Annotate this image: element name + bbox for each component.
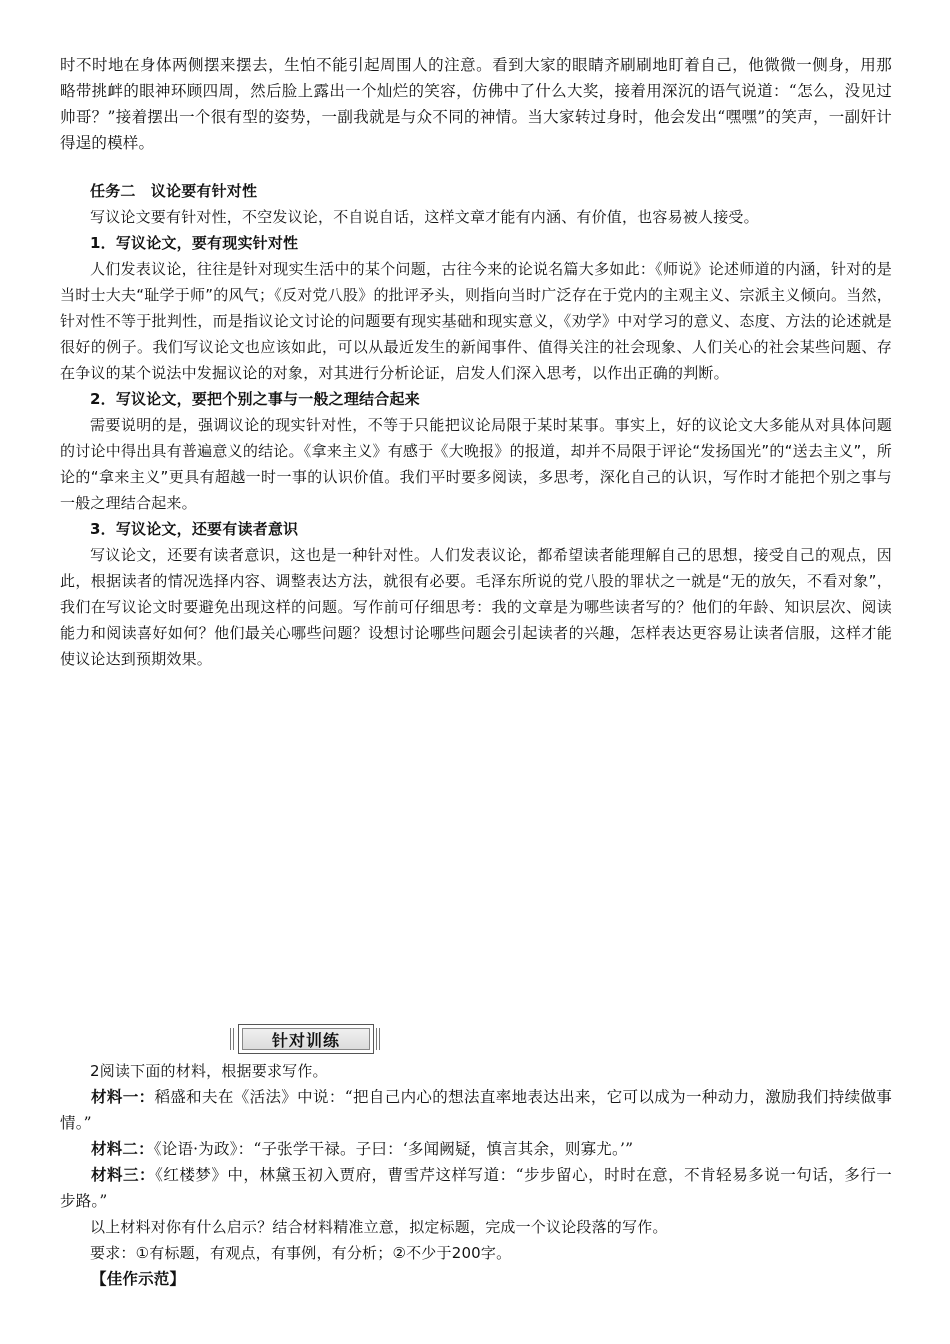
material-1-label: 材料一： (91, 1088, 155, 1106)
training-section (60, 1024, 892, 1292)
training-prompt: 2阅读下面的材料，根据要求写作。 (90, 1062, 328, 1080)
material-3-label: 材料三： (91, 1166, 156, 1184)
training-banner: 针对训练 (238, 1024, 374, 1054)
task2-heading: 任务二 议论要有针对性 (90, 182, 258, 200)
point-3-body: 写议论文，还要有读者意识，这也是一种针对性。人们发表议论，都希望读者能理解自己的思想，接受自己的观点，因此，根据读者的情况选择内容、调整表达方法，就很有必要。毛泽东所说的党八股的罪状之一就是“无的放矢，不看对象”，我们在写议论文时要避免出现这样的问题。写作前可仔细思考：我的文章是为哪些读者写的？他们的年龄、知识层次、阅读能力和阅读喜好如何？他们最关心哪些问题？设想讨论哪些问题会引起读者的兴趣，怎样表达更容易让读者信服，这样才能使议论达到预期效果。 (60, 546, 892, 668)
point-1-title: 1．写议论文，要有现实针对性 (90, 234, 299, 252)
point-2-title: 2．写议论文，要把个别之事与一般之理结合起来 (90, 390, 420, 408)
material-1 (60, 1084, 892, 1136)
point-1-body: 人们发表议论，往往是针对现实生活中的某个问题，古往今来的论说名篇大多如此：《师说》论述师道的内涵，针对的是当时士大夫“耻学于师”的风气；《反对党八股》的批评矛头，则指向当时广泛存在于党内的主观主义、宗派主义倾向。当然，针对性不等于批判性，而是指议论文讨论的问题要有现实基础和现实意义，《劝学》中对学习的意义、态度、方法的论述就是很好的例子。我们写议论文也应该如此，可以从最近发生的新闻事件、值得关注的社会现象、人们关心的社会某些问题、存在争议的某个说法中发掘议论的对象，对其进行分析论证，启发人们深入思考，以作出正确的判断。 (60, 260, 892, 382)
training-requirement: 要求：①有标题，有观点，有事例，有分析；②不少于200字。 (90, 1244, 512, 1262)
material-1-text: 稻盛和夫在《活法》中说：“把自己内心的想法直率地表达出来，它可以成为一种动力，激励我们持续做事情。” (60, 1088, 892, 1132)
document-body (60, 52, 892, 672)
material-3 (60, 1162, 892, 1214)
training-question: 以上材料对你有什么启示？结合材料精准立意，拟定标题，完成一个议论段落的写作。 (90, 1218, 668, 1236)
material-2-label: 材料二： (91, 1140, 154, 1158)
point-3-title: 3．写议论文，还要有读者意识 (90, 520, 299, 538)
material-2-text: 《论语·为政》：“子张学干禄。子曰：‘多闻阙疑，慎言其余，则寡尤。’” (153, 1140, 634, 1158)
material-2 (60, 1136, 892, 1162)
task2-intro: 写议论文要有针对性，不空发议论，不自说自话，这样文章才能有内涵、有价值，也容易被人接受。 (90, 208, 759, 226)
material-3-text: 《红楼梦》中，林黛玉初入贾府，曹雪芹这样写道：“步步留心，时时在意，不肯轻易多说一句话，多行一步路。” (60, 1166, 893, 1210)
sample-heading: 【佳作示范】 (91, 1270, 186, 1288)
intro-paragraph: 时不时地在身体两侧摆来摆去，生怕不能引起周围人的注意。看到大家的眼睛齐刷刷地盯着自己，他微微一侧身，用那略带挑衅的眼神环顾四周，然后脸上露出一个灿烂的笑容，仿佛中了什么大奖，接着用深沉的语气说道：“怎么，没见过帅哥？”接着摆出一个很有型的姿势，一副我就是与众不同的神情。当大家转过身时，他会发出“嘿嘿”的笑声，一副奸计得逞的模样。 (60, 56, 892, 152)
point-2-body: 需要说明的是，强调议论的现实针对性，不等于只能把议论局限于某时某事。事实上，好的议论文大多能从对具体问题的讨论中得出具有普遍意义的结论。《拿来主义》有感于《大晚报》的报道，却并不局限于评论“发扬国光”的“送去主义”，所论的“拿来主义”更具有超越一时一事的认识价值。我们平时要多阅读，多思考，深化自己的认识，写作时才能把个别之事与一般之理结合起来。 (60, 416, 892, 512)
